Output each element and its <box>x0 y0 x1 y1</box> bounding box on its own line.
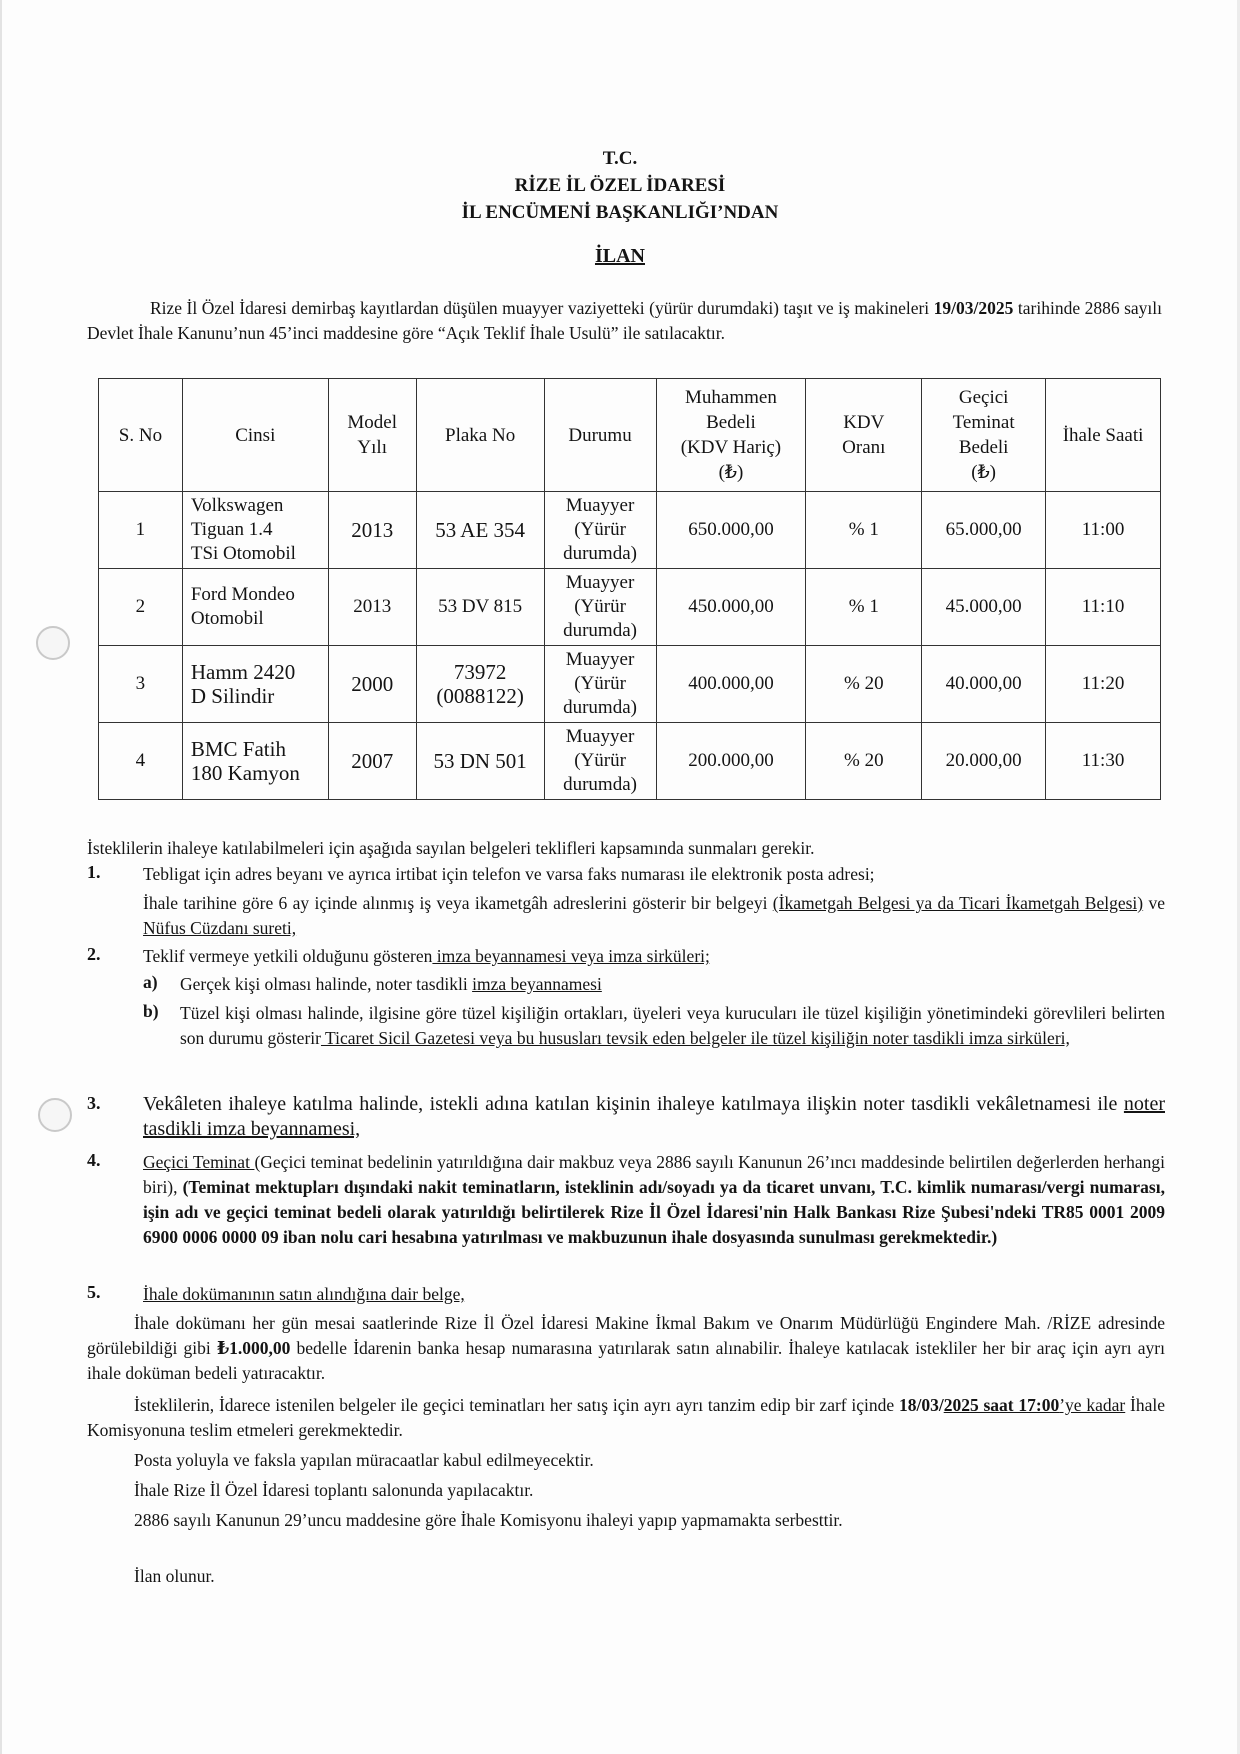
document-header <box>0 145 1240 226</box>
item-2a-label: a) <box>143 972 158 992</box>
punch-hole <box>36 626 70 660</box>
cell-durum: Muayyer (Yürür durumda) <box>544 569 656 646</box>
item-2a-text: Gerçek kişi olması halinde, noter tasdikli imza beyannamesi <box>180 974 602 994</box>
cell-kdv: % 1 <box>806 569 922 646</box>
requirements-intro: İsteklilerin ihaleye katılabilmeleri için aşağıda sayılan belgeleri teklifleri kapsamında sunmaları gerekir. <box>87 838 815 858</box>
column-header: Plaka No <box>416 379 544 492</box>
item-number: 3. <box>87 1093 101 1113</box>
item-1-text: Tebligat için adres beyanı ve ayrıca irtibat için telefon ve varsa faks numarası ile elektronik posta adresi; <box>143 864 875 884</box>
cell-bedel: 200.000,00 <box>656 723 806 800</box>
cell-saat: 11:20 <box>1046 646 1161 723</box>
cell-durum: Muayyer (Yürür durumda) <box>544 492 656 569</box>
document-title <box>0 245 1240 268</box>
cell-saat: 11:00 <box>1046 492 1161 569</box>
item-number: 1. <box>87 862 101 882</box>
item-number: 5. <box>87 1282 101 1302</box>
table-row <box>99 492 1161 569</box>
header-line: İL ENCÜMENİ BAŞKANLIĞI’NDAN <box>461 202 779 223</box>
header-line: RİZE İL ÖZEL İDARESİ <box>514 175 726 196</box>
intro-paragraph <box>87 296 1162 346</box>
cell-cins: Hamm 2420 D Silindir <box>182 646 328 723</box>
closing-signoff: İlan olunur. <box>134 1566 215 1586</box>
cell-model: 2000 <box>328 646 416 723</box>
cell-durum: Muayyer (Yürür durumda) <box>544 646 656 723</box>
cell-kdv: % 20 <box>806 646 922 723</box>
item-4-text: Geçici Teminat (Geçici teminat bedelinin yatırıldığına dair makbuz veya 2886 sayılı Kanunun 26’ıncı maddesinde belirtilen değerlerden herhangi biri), (Teminat mektupları dışındaki nakit teminatların, isteklinin adı/soyadı ya da ticaret unvanı, T.C. kimlik numarası/vergi numarası, işin adı ve geçici teminat bedeli olarak yatırıldığı belirtilerek Rize İl Özel İdaresi'nin Halk Bankası Rize Şubesi'ndeki TR85 0001 2009 6900 0006 0000 09 iban nolu cari hesabına yatırılması ve makbuzunun ihale dosyasında sunulması gerekmektedir.) <box>143 1152 1165 1247</box>
closing-paragraph: İsteklilerin, İdarece istenilen belgeler ile geçici teminatları her satış için ayrı ayrı tanzim edip bir zarf içinde 18/03/2025 saat 17:00’ye kadar İhale Komisyonuna teslim etmeleri gerekmektedir. <box>87 1395 1165 1440</box>
cell-teminat: 40.000,00 <box>922 646 1046 723</box>
table-row <box>99 723 1161 800</box>
item-3-text: Vekâleten ihaleye katılma halinde, istekli adına katılan kişinin ihaleye katılmaya ilişkin noter tasdikli vekâletnamesi ile noter tasdikli imza beyannamesi, <box>143 1093 1165 1140</box>
header-line: T.C. <box>602 148 638 169</box>
cell-teminat: 45.000,00 <box>922 569 1046 646</box>
cell-plaka: 73972 (0088122) <box>416 646 544 723</box>
cell-sno: 3 <box>99 646 183 723</box>
item-1-continued: İhale tarihine göre 6 ay içinde alınmış iş veya ikametgâh adreslerini gösterir bir belgeyi (İkametgah Belgesi ya da Ticari İkametgah Belgesi) ve Nüfus Cüzdanı sureti, <box>143 893 1165 938</box>
column-header: Muhammen Bedeli (KDV Hariç) (₺) <box>656 379 806 492</box>
item-2-text: Teklif vermeye yetkili olduğunu gösteren imza beyannamesi veya imza sirküleri; <box>143 946 710 966</box>
column-header: Model Yılı <box>328 379 416 492</box>
intro-text: Rize İl Özel İdaresi demirbaş kayıtlardan düşülen muayyer vaziyetteki (yürür durumdaki) taşıt ve iş makineleri <box>150 298 934 318</box>
punch-hole <box>38 1098 72 1132</box>
cell-teminat: 20.000,00 <box>922 723 1046 800</box>
cell-sno: 4 <box>99 723 183 800</box>
vehicle-table <box>98 378 1161 800</box>
table-header-row <box>99 379 1161 492</box>
item-number: 4. <box>87 1150 101 1170</box>
item-2b-label: b) <box>143 1001 159 1021</box>
cell-plaka: 53 DV 815 <box>416 569 544 646</box>
intro-date: 19/03/2025 <box>933 298 1014 318</box>
column-header: Geçici Teminat Bedeli (₺) <box>922 379 1046 492</box>
cell-saat: 11:10 <box>1046 569 1161 646</box>
cell-sno: 2 <box>99 569 183 646</box>
item-number: 2. <box>87 944 101 964</box>
cell-model: 2007 <box>328 723 416 800</box>
column-header: Durumu <box>544 379 656 492</box>
cell-model: 2013 <box>328 492 416 569</box>
cell-kdv: % 1 <box>806 492 922 569</box>
column-header: KDV Oranı <box>806 379 922 492</box>
cell-cins: BMC Fatih 180 Kamyon <box>182 723 328 800</box>
closing-paragraph: Posta yoluyla ve faksla yapılan müracaatlar kabul edilmeyecektir. <box>134 1450 594 1470</box>
item-2b-text: Tüzel kişi olması halinde, ilgisine göre tüzel kişiliğin ortakları, üyeleri veya kurucuları ile tüzel kişiliğin yönetimindeki görevlileri belirten son durumu gösterir Ticaret Sicil Gazetesi veya bu hususları tevsik eden belgeler ile tüzel kişiliğin noter tasdikli imza sirküleri, <box>180 1003 1165 1048</box>
cell-saat: 11:30 <box>1046 723 1161 800</box>
cell-plaka: 53 DN 501 <box>416 723 544 800</box>
cell-cins: Volkswagen Tiguan 1.4 TSi Otomobil <box>182 492 328 569</box>
closing-paragraph: İhale dokümanı her gün mesai saatlerinde Rize İl Özel İdaresi Makine İkmal Bakım ve Onarım Müdürlüğü Engindere Mah. /RİZE adresinde görülebildiği gibi ₺1.000,00 bedelle İdarenin banka hesap numarasına yatırılarak satın alınabilir. İhaleye katılacak istekliler her bir araç için ayrı ayrı ihale doküman bedeli yatıracaktır. <box>87 1313 1165 1383</box>
column-header: Cinsi <box>182 379 328 492</box>
title-text: İLAN <box>594 245 645 267</box>
column-header: İhale Saati <box>1046 379 1161 492</box>
cell-cins: Ford Mondeo Otomobil <box>182 569 328 646</box>
cell-plaka: 53 AE 354 <box>416 492 544 569</box>
cell-bedel: 400.000,00 <box>656 646 806 723</box>
cell-teminat: 65.000,00 <box>922 492 1046 569</box>
cell-bedel: 450.000,00 <box>656 569 806 646</box>
cell-model: 2013 <box>328 569 416 646</box>
closing-paragraph: 2886 sayılı Kanunun 29’uncu maddesine göre İhale Komisyonu ihaleyi yapıp yapmamakta serbesttir. <box>134 1510 843 1530</box>
cell-sno: 1 <box>99 492 183 569</box>
cell-durum: Muayyer (Yürür durumda) <box>544 723 656 800</box>
closing-paragraph: İhale Rize İl Özel İdaresi toplantı salonunda yapılacaktır. <box>134 1480 534 1500</box>
item-5-text: İhale dokümanının satın alındığına dair belge, <box>143 1284 465 1304</box>
column-header: S. No <box>99 379 183 492</box>
cell-kdv: % 20 <box>806 723 922 800</box>
intro-text: tarihinde 2886 sayılı Devlet İhale Kanunu’nun 45’inci maddesine göre “Açık Teklif İhale Usulü” ile satılacaktır. <box>87 298 1162 343</box>
cell-bedel: 650.000,00 <box>656 492 806 569</box>
table-row <box>99 646 1161 723</box>
table-row <box>99 569 1161 646</box>
